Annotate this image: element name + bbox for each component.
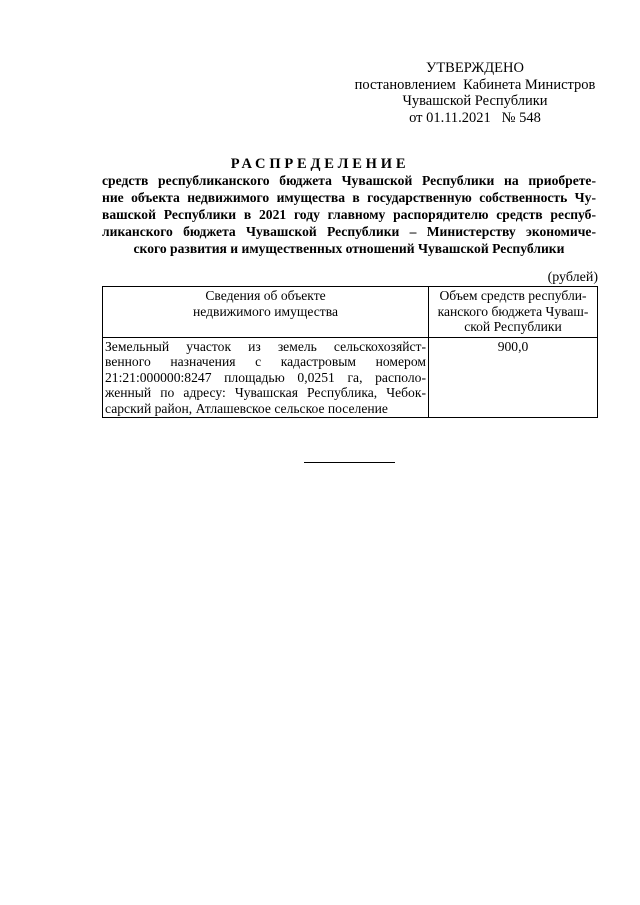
table-row xyxy=(103,337,598,418)
description-line: женный по адресу: Чувашская Республика, Чебок- xyxy=(105,385,426,400)
document-title: РАСПРЕДЕЛЕНИЕ xyxy=(230,156,410,172)
approval-line-2: постановлением Кабинета Министров xyxy=(354,76,596,93)
header-text: ской Республики xyxy=(464,319,562,334)
description-line: венного назначения с кадастровым номером xyxy=(105,354,426,369)
approval-line-4: от 01.11.2021 № 548 xyxy=(409,109,541,126)
approval-block xyxy=(350,60,600,126)
object-description-cell xyxy=(103,337,429,418)
end-divider-line xyxy=(304,462,395,463)
header-object-info xyxy=(103,287,429,338)
subtitle-line: средств республиканского бюджета Чувашской Республики на приобрете- xyxy=(102,173,596,188)
approval-line-1: УТВЕРЖДЕНО xyxy=(426,60,524,76)
units-label: (рублей) xyxy=(547,270,598,285)
subtitle-line: вашской Республики в 2021 году главному распорядителю средств респуб- xyxy=(102,207,596,222)
table-header-row xyxy=(103,287,598,338)
amount-cell: 900,0 xyxy=(429,337,598,418)
subtitle-line: ликанского бюджета Чувашской Республики – Министерству экономиче- xyxy=(102,224,596,239)
distribution-table xyxy=(102,286,598,418)
description-line: 21:21:000000:8247 площадью 0,0251 га, располо- xyxy=(105,369,426,385)
description-line: сарский район, Атлашевское сельское поселение xyxy=(105,400,388,416)
header-text: канского бюджета Чуваш- xyxy=(437,303,589,319)
document-subtitle xyxy=(102,172,596,257)
header-text: недвижимого имущества xyxy=(193,303,338,319)
header-text: Сведения об объекте xyxy=(205,288,326,303)
header-text: Объем средств республи- xyxy=(439,288,587,303)
subtitle-line: ского развития и имущественных отношений Чувашской Республики xyxy=(133,241,565,256)
description-line: Земельный участок из земель сельскохозяйст- xyxy=(105,338,426,354)
header-amount xyxy=(429,287,598,338)
approval-line-3: Чувашской Республики xyxy=(402,93,548,109)
subtitle-line: ние объекта недвижимого имущества в государственную собственность Чу- xyxy=(102,190,596,205)
